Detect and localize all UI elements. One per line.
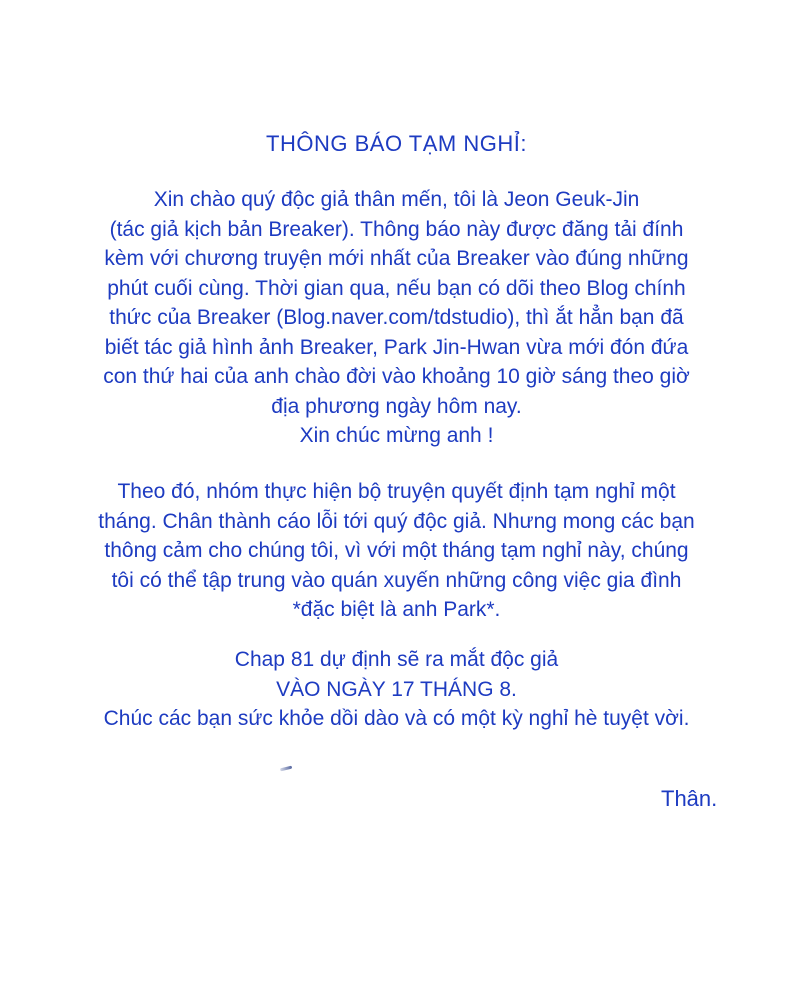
notice-line: (tác giả kịch bản Breaker). Thông báo này được đăng tải đính (109, 217, 684, 241)
notice-line: phút cuối cùng. Thời gian qua, nếu bạn có dõi theo Blog chính (107, 276, 686, 300)
notice-paragraph-hiatus (40, 477, 753, 625)
notice-paragraph-schedule (40, 645, 753, 734)
notice-line: Chap 81 dự định sẽ ra mắt độc giả (234, 648, 559, 671)
notice-line: thông cảm cho chúng tôi, vì với một tháng tạm nghỉ này, chúng (104, 539, 689, 562)
notice-line: thức của Breaker (Blog.naver.com/tdstudio), thì ắt hẳn bạn đã (109, 306, 684, 329)
notice-line: tháng. Chân thành cáo lỗi tới quý độc giả. Nhưng mong các bạn (98, 509, 695, 533)
notice-line: Xin chào quý độc giả thân mến, tôi là Jeon Geuk-Jin (153, 188, 640, 211)
notice-title: THÔNG BÁO TẠM NGHỈ: (266, 131, 527, 156)
notice-line: kèm với chương truyện mới nhất của Breaker vào đúng những (104, 247, 689, 270)
notice-line: tôi có thể tập trung vào quán xuyến những công việc gia đình (111, 568, 682, 592)
signoff-text: Thân. (661, 786, 718, 811)
notice-line: Theo đó, nhóm thực hiện bộ truyện quyết định tạm nghỉ một (117, 480, 676, 503)
notice-line: Chúc các bạn sức khỏe dồi dào và có một kỳ nghỉ hè tuyệt vời. (103, 707, 690, 730)
stray-pen-mark (279, 763, 293, 773)
notice-paragraph-greeting (40, 185, 753, 451)
notice-line: địa phương ngày hôm nay. (271, 394, 522, 418)
notice-line: con thứ hai của anh chào đời vào khoảng 10 giờ sáng theo giờ (103, 365, 690, 388)
notice-line: Xin chúc mừng anh ! (299, 424, 494, 447)
notice-line: VÀO NGÀY 17 THÁNG 8. (276, 677, 517, 701)
notice-line: *đặc biệt là anh Park*. (292, 598, 501, 621)
notice-line: biết tác giả hình ảnh Breaker, Park Jin-Hwan vừa mới đón đứa (104, 335, 689, 359)
